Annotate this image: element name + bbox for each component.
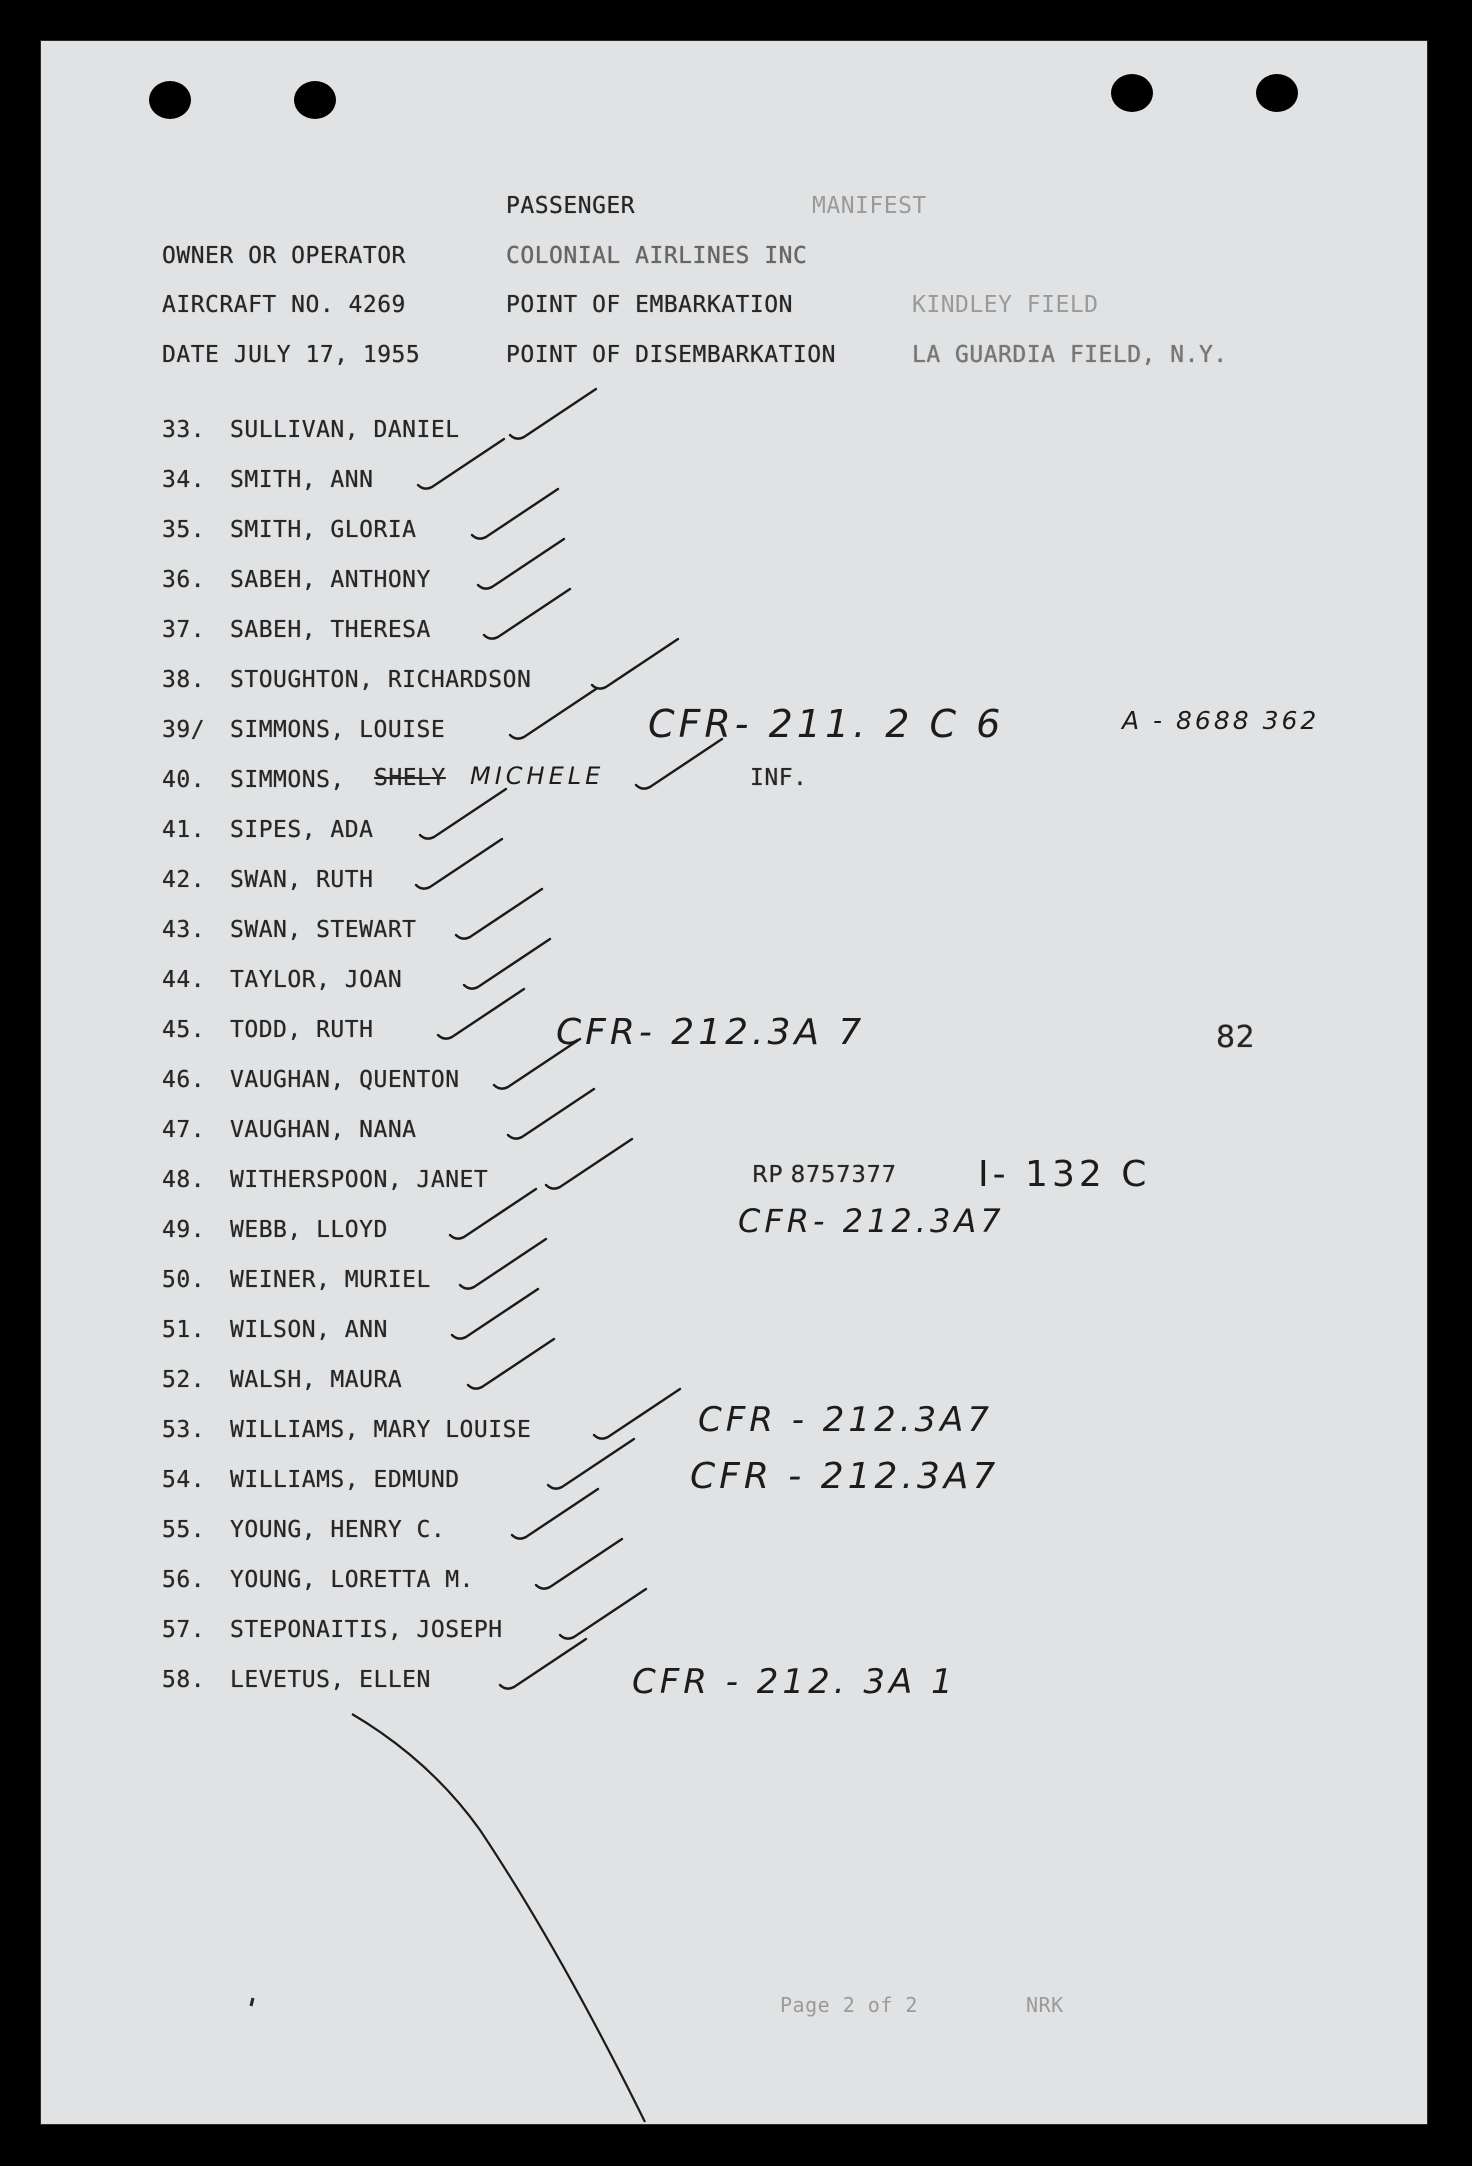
- passenger-name: WILLIAMS, MARY LOUISE: [230, 1417, 532, 1443]
- row49-cfr-code: CFR- 212.3A7: [738, 1202, 1005, 1240]
- passenger-name: VAUGHAN, NANA: [230, 1117, 417, 1143]
- disembarkation-value: LA GUARDIA FIELD, N.Y.: [912, 342, 1228, 368]
- passenger-name: WITHERSPOON, JANET: [230, 1167, 489, 1193]
- passenger-number: 37.: [162, 617, 206, 643]
- passenger-name: SMITH, ANN: [230, 467, 374, 493]
- passenger-name: TAYLOR, JOAN: [230, 967, 403, 993]
- passenger-number: 56.: [162, 1567, 206, 1593]
- passenger-number: 52.: [162, 1367, 206, 1393]
- passenger-name: SIMMONS,: [230, 767, 345, 793]
- passenger-number: 39/: [162, 717, 206, 743]
- passenger-name: SULLIVAN, DANIEL: [230, 417, 460, 443]
- binder-hole-2: [294, 81, 336, 119]
- passenger-name: VAUGHAN, QUENTON: [230, 1067, 460, 1093]
- date-label: DATE JULY 17, 1955: [162, 342, 421, 368]
- owner-value: COLONIAL AIRLINES INC: [506, 243, 808, 269]
- infant-note: INF.: [750, 765, 808, 791]
- passenger-name: SWAN, STEWART: [230, 917, 417, 943]
- row39-alien-number: A - 8688 362: [1122, 706, 1320, 735]
- binder-hole-1: [149, 81, 191, 119]
- passenger-number: 54.: [162, 1467, 206, 1493]
- handwritten-name: MICHELE: [470, 762, 605, 790]
- passenger-name: SIMMONS, LOUISE: [230, 717, 446, 743]
- passenger-number: 44.: [162, 967, 206, 993]
- row58-cfr-code: CFR - 212. 3A 1: [632, 1662, 957, 1702]
- passenger-number: 50.: [162, 1267, 206, 1293]
- passenger-number: 49.: [162, 1217, 206, 1243]
- passenger-number: 41.: [162, 817, 206, 843]
- binder-hole-4: [1256, 74, 1298, 112]
- passenger-name: SABEH, ANTHONY: [230, 567, 431, 593]
- embarkation-label: POINT OF EMBARKATION: [506, 292, 793, 318]
- passenger-number: 40.: [162, 767, 206, 793]
- passenger-name: WILLIAMS, EDMUND: [230, 1467, 460, 1493]
- passenger-name: YOUNG, LORETTA M.: [230, 1567, 474, 1593]
- struck-name: SHELY: [374, 765, 446, 791]
- row39-cfr-code: CFR- 211. 2 C 6: [648, 702, 1005, 746]
- passenger-name: WILSON, ANN: [230, 1317, 388, 1343]
- passenger-number: 33.: [162, 417, 206, 443]
- passenger-name: LEVETUS, ELLEN: [230, 1667, 431, 1693]
- passenger-number: 38.: [162, 667, 206, 693]
- passenger-name: STOUGHTON, RICHARDSON: [230, 667, 532, 693]
- passenger-number: 45.: [162, 1017, 206, 1043]
- owner-label: OWNER OR OPERATOR: [162, 243, 406, 269]
- passenger-name: WEBB, LLOYD: [230, 1217, 388, 1243]
- passenger-number: 46.: [162, 1067, 206, 1093]
- passenger-name: WALSH, MAURA: [230, 1367, 403, 1393]
- embarkation-value: KINDLEY FIELD: [912, 292, 1099, 318]
- passenger-name: SIPES, ADA: [230, 817, 374, 843]
- disembarkation-label: POINT OF DISEMBARKATION: [506, 342, 836, 368]
- row53-cfr-code: CFR - 212.3A7: [698, 1400, 994, 1440]
- title-passenger: PASSENGER: [506, 193, 636, 219]
- aircraft-label: AIRCRAFT NO. 4269: [162, 292, 406, 318]
- passenger-number: 42.: [162, 867, 206, 893]
- row48-form-code: I- 132 C: [978, 1154, 1151, 1195]
- passenger-name: STEPONAITIS, JOSEPH: [230, 1617, 503, 1643]
- row54-cfr-code: CFR - 212.3A7: [690, 1456, 1000, 1497]
- passenger-number: 35.: [162, 517, 206, 543]
- passenger-number: 57.: [162, 1617, 206, 1643]
- row45-cfr-code: CFR- 212.3A 7: [556, 1012, 866, 1053]
- passenger-number: 55.: [162, 1517, 206, 1543]
- binder-hole-3: [1111, 74, 1153, 112]
- passenger-name: SABEH, THERESA: [230, 617, 431, 643]
- row45-number: 82: [1216, 1020, 1256, 1055]
- title-manifest: MANIFEST: [812, 193, 927, 219]
- passenger-number: 53.: [162, 1417, 206, 1443]
- page-number: Page 2 of 2: [780, 1993, 918, 2017]
- passenger-number: 34.: [162, 467, 206, 493]
- passenger-number: 48.: [162, 1167, 206, 1193]
- passenger-name: WEINER, MURIEL: [230, 1267, 431, 1293]
- passenger-name: YOUNG, HENRY C.: [230, 1517, 446, 1543]
- passenger-name: SMITH, GLORIA: [230, 517, 417, 543]
- passenger-number: 43.: [162, 917, 206, 943]
- passenger-number: 36.: [162, 567, 206, 593]
- passenger-number: 47.: [162, 1117, 206, 1143]
- row48-rp-number: RP 8757377: [752, 1162, 897, 1188]
- passenger-name: SWAN, RUTH: [230, 867, 374, 893]
- passenger-number: 51.: [162, 1317, 206, 1343]
- initials: NRK: [1026, 1993, 1064, 2017]
- passenger-number: 58.: [162, 1667, 206, 1693]
- passenger-name: TODD, RUTH: [230, 1017, 374, 1043]
